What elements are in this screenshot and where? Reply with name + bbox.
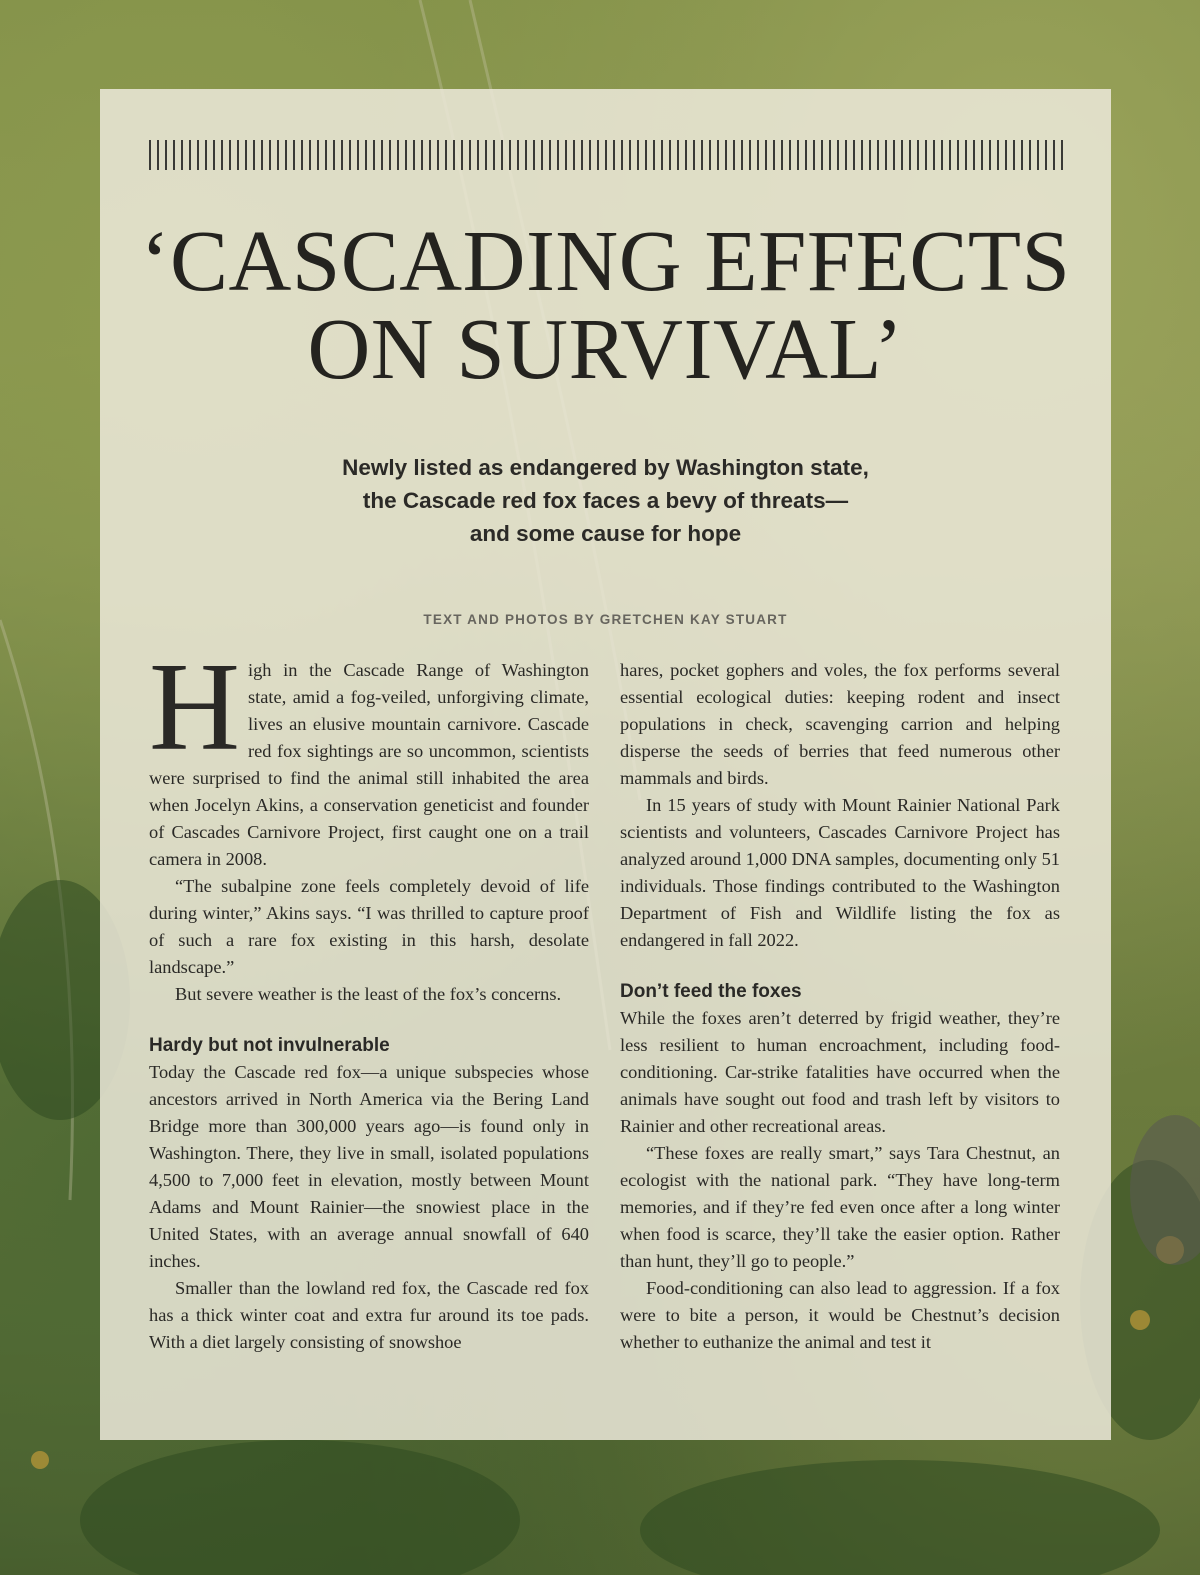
paragraph-10: Food-conditioning can also lead to aggression. If a fox were to bite a person, it would be Chestnut’s decision whether to euthanize the animal and test it [620, 1278, 1060, 1352]
paragraph-9: “These foxes are really smart,” says Tara Chestnut, an ecologist with the national park. “They have long-term memories, and if they’re fed even once after a long winter when food is scarce, they’ll take the easier option. Rather than hunt, they’ll go to people.” [620, 1143, 1060, 1271]
article-deck [100, 451, 1111, 550]
decorative-barcode-rule [149, 140, 1063, 170]
paragraph-1 [149, 638, 589, 873]
section-heading-dont-feed: Don’t feed the foxes [620, 981, 802, 1002]
byline: TEXT AND PHOTOS BY GRETCHEN KAY STUART [423, 612, 788, 627]
paragraph-4: Today the Cascade red fox—a unique subspecies whose ancestors arrived in North America via the Bering Land Bridge more than 300,000 years ago—is found only in Washington. There, they live in small, isolated populations 4,500 to 7,000 feet in elevation, mostly between Mount Adams and Mount Rainier—the snowiest place in the United States, with an average annual snowfall of 640 inches. [149, 1062, 589, 1271]
headline-line-2: ON SURVIVAL’ [307, 300, 904, 397]
paragraph-7: In 15 years of study with Mount Rainier National Park scientists and volunteers, Cascades Carnivore Project has analyzed around 1,000 DNA samples, documenting only 51 individuals. Those findings contributed to the Washington Department of Fish and Wildlife listing the fox as endangered in fall 2022. [620, 795, 1060, 950]
section-heading-hardy: Hardy but not invulnerable [149, 1035, 390, 1056]
paragraph-6: hares, pocket gophers and voles, the fox performs several essential ecological duties: keeping rodent and insect populations in check, scavenging carrion and helping disperse the seeds of berries that feed numerous other mammals and birds. [620, 660, 1060, 788]
article-headline [100, 212, 1111, 397]
paragraph-2: “The subalpine zone feels completely devoid of life during winter,” Akins says. “I was thrilled to capture proof of such a rare fox existing in this harsh, desolate landscape.” [149, 876, 589, 977]
headline-line-1: ‘CASCADING EFFECTS [140, 212, 1071, 309]
deck-line-1: Newly listed as endangered by Washington state, [342, 455, 869, 480]
body-column-left [149, 638, 589, 1356]
paragraph-5: Smaller than the lowland red fox, the Cascade red fox has a thick winter coat and extra fur around its toe pads. With a diet largely consisting of snowshoe [149, 1278, 589, 1352]
drop-cap: H [149, 638, 240, 777]
deck-line-2: the Cascade red fox faces a bevy of threats— [362, 488, 849, 513]
paragraph-1-text: igh in the Cascade Range of Washington state, amid a fog-veiled, unforgiving climate, lives an elusive mountain carnivore. Cascade red fox sightings are so uncommon, scientists were surprised to find the animal still inhabited the area when Jocelyn Akins, a conservation geneticist and founder of Cascades Carnivore Project, first caught one on a trail camera in 2008. [149, 660, 589, 869]
paragraph-3: But severe weather is the least of the fox’s concerns. [175, 984, 562, 1004]
deck-line-3: and some cause for hope [469, 521, 742, 546]
paragraph-8: While the foxes aren’t deterred by frigid weather, they’re less resilient to human encroachment, including food-conditioning. Car-strike fatalities have occurred when the animals have sought out food and trash left by visitors to Rainier and other recreational areas. [620, 1008, 1060, 1136]
body-column-right [620, 657, 1060, 1356]
article-panel [100, 89, 1111, 1440]
